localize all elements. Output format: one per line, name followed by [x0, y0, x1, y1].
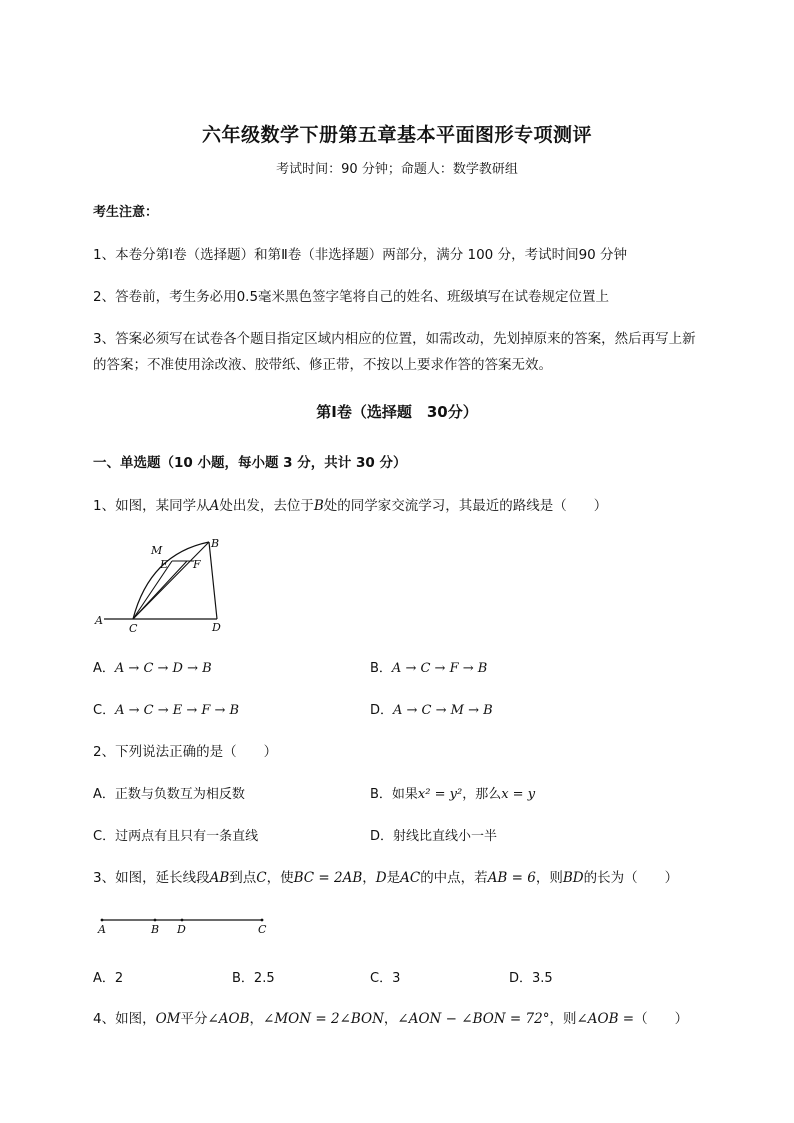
q1-option-c[interactable]: C．A → C → E → F → B	[93, 703, 240, 718]
part-heading: 一、单选题（10 小题，每小题 3 分，共计 30 分）	[93, 455, 407, 471]
q3-option-c[interactable]: C．3	[370, 971, 401, 986]
page-title: 六年级数学下册第五章基本平面图形专项测评	[201, 124, 592, 146]
figure-label-d: D	[212, 621, 221, 634]
segment-label-a: A	[98, 923, 106, 936]
question-2-stem: 2、下列说法正确的是（ ）	[93, 744, 278, 760]
q2-option-d[interactable]: D．射线比直线小一半	[370, 829, 498, 844]
question-3-stem: 3、如图，延长线段AB到点C，使BC = 2AB，D是AC的中点，若AB = 6，则BD的长为（ ）	[93, 870, 679, 886]
question-1-stem: 1、如图，某同学从A处出发，去位于B处的同学家交流学习，其最近的路线是（ ）	[93, 498, 608, 514]
figure-label-f: F	[193, 558, 201, 571]
q2-option-b[interactable]: B．如果x² = y²，那么x = y	[370, 787, 536, 802]
figure-label-e: E	[160, 558, 169, 571]
segment-label-b: B	[151, 923, 160, 936]
q3-option-b[interactable]: B．2.5	[232, 971, 275, 986]
notice-item-3-line-2: 的答案；不准使用涂改液、胶带纸、修正带，不按以上要求作答的答案无效。	[93, 357, 552, 373]
figure-label-c: C	[129, 622, 138, 635]
q1-option-b[interactable]: B．A → C → F → B	[370, 661, 488, 676]
figure-label-m: M	[151, 544, 163, 557]
notice-item-2: 2、答卷前，考生务必用0.5毫米黑色签字笔将自己的姓名、班级填写在试卷规定位置上	[93, 289, 610, 305]
notice-item-1: 1、本卷分第Ⅰ卷（选择题）和第Ⅱ卷（非选择题）两部分，满分 100 分，考试时间90 分钟	[93, 247, 628, 263]
q2-option-c[interactable]: C．过两点有且只有一条直线	[93, 829, 259, 844]
q1-option-d[interactable]: D．A → C → M → B	[370, 703, 493, 718]
q3-option-a[interactable]: A．2	[93, 971, 124, 986]
figure-label-a: A	[95, 614, 103, 627]
question-1-figure	[90, 532, 230, 636]
segment-label-c: C	[258, 923, 267, 936]
segment-label-d: D	[177, 923, 186, 936]
q3-option-d[interactable]: D．3.5	[509, 971, 553, 986]
question-3-figure	[92, 910, 272, 938]
section-title: 第Ⅰ卷（选择题 30分）	[316, 403, 478, 421]
exam-info: 考试时间：90 分钟；命题人：数学教研组	[276, 162, 518, 177]
notice-heading: 考生注意：	[93, 205, 159, 220]
q2-option-a[interactable]: A．正数与负数互为相反数	[93, 787, 245, 802]
notice-item-3-line-1: 3、答案必须写在试卷各个题目指定区域内相应的位置，如需改动，先划掉原来的答案，然后再写上新	[93, 331, 696, 347]
q1-option-a[interactable]: A．A → C → D → B	[93, 661, 212, 676]
figure-label-b: B	[211, 537, 220, 550]
question-4-stem: 4、如图，OM平分∠AOB，∠MON = 2∠BON，∠AON − ∠BON = 72°，则∠AOB =（ ）	[93, 1011, 689, 1027]
